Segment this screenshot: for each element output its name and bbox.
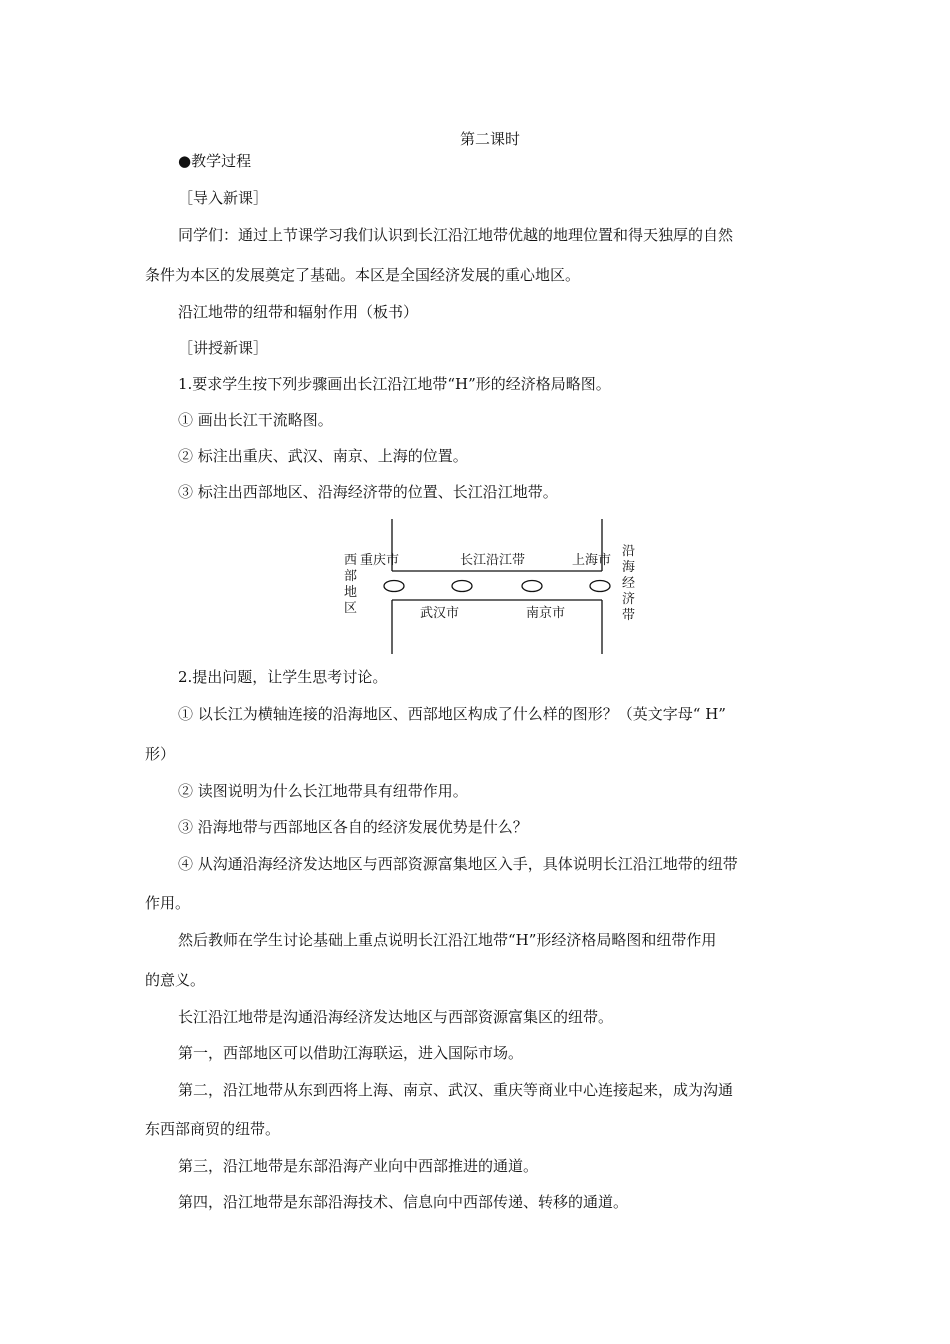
coastal-belt-char: 经 [622,576,636,591]
label-nanjing: 南京市 [526,606,566,621]
lesson-title: 第二课时 [459,130,520,148]
city-marker-chongqing [384,581,404,592]
paragraph-line: 形） [145,745,176,763]
paragraph-line: 然后教师在学生讨论基础上重点说明长江沿江地带“H”形经济格局略图和纽带作用 [178,931,717,949]
list-item: ② 标注出重庆、武汉、南京、上海的位置。 [178,447,468,465]
label-wuhan: 武汉市 [420,606,460,621]
coastal-belt-char: 带 [622,608,636,623]
board-note: 沿江地带的纽带和辐射作用（板书） [178,303,419,321]
section-heading-teaching-process: ●教学过程 [178,152,252,170]
list-item: ① 画出长江干流略图。 [178,411,333,429]
paragraph-line: 作用。 [145,894,191,912]
paragraph-line: 1.要求学生按下列步骤画出长江沿江地带“H”形的经济格局略图。 [178,375,611,393]
paragraph-line: 第四，沿江地带是东部沿海技术、信息向中西部传递、转移的通道。 [178,1193,629,1211]
city-marker-shanghai [590,581,610,592]
label-chongqing: 重庆市 [360,553,400,568]
list-item: ④ 从沟通沿海经济发达地区与西部资源富集地区入手，具体说明长江沿江地带的纽带 [178,855,738,873]
label-shanghai: 上海市 [572,553,612,568]
label-yangtze-belt: 长江沿江带 [460,553,526,568]
list-item: ③ 沿海地带与西部地区各自的经济发展优势是什么？ [178,818,528,836]
city-marker-wuhan [452,581,472,592]
coastal-belt-char: 济 [622,592,636,607]
paragraph-line: 东西部商贸的纽带。 [145,1120,281,1138]
west-region-char: 部 [344,569,358,584]
paragraph-line: 同学们：通过上节课学习我们认识到长江沿江地带优越的地理位置和得天独厚的自然 [178,226,734,244]
paragraph-line: 2.提出问题，让学生思考讨论。 [178,668,388,686]
city-marker-nanjing [522,581,542,592]
paragraph-line: 第二，沿江地带从东到西将上海、南京、武汉、重庆等商业中心连接起来，成为沟通 [178,1081,734,1099]
west-region-char: 地 [344,585,358,600]
section-heading-intro: ［导入新课］ [178,189,269,207]
paragraph-line: 第一，西部地区可以借助江海联运，进入国际市场。 [178,1044,524,1062]
paragraph-line: 长江沿江地带是沟通沿海经济发达地区与西部资源富集区的纽带。 [178,1008,614,1026]
section-heading-new-lesson: ［讲授新课］ [178,339,269,357]
diagram-canvas [340,517,640,657]
paragraph-line: 条件为本区的发展奠定了基础。本区是全国经济发展的重心地区。 [145,266,581,284]
west-region-char: 西 [344,553,358,568]
paragraph-line: 第三，沿江地带是东部沿海产业向中西部推进的通道。 [178,1157,539,1175]
list-item: ① 以长江为横轴连接的沿海地区、西部地区构成了什么样的图形？（英文字母“ H” [178,705,726,723]
paragraph-line: 的意义。 [145,971,206,989]
coastal-belt-char: 海 [622,560,636,575]
h-shape-economic-diagram [340,517,640,657]
west-region-char: 区 [344,601,358,616]
list-item: ③ 标注出西部地区、沿海经济带的位置、长江沿江地带。 [178,483,558,501]
list-item: ② 读图说明为什么长江地带具有纽带作用。 [178,782,468,800]
coastal-belt-char: 沿 [622,544,636,559]
